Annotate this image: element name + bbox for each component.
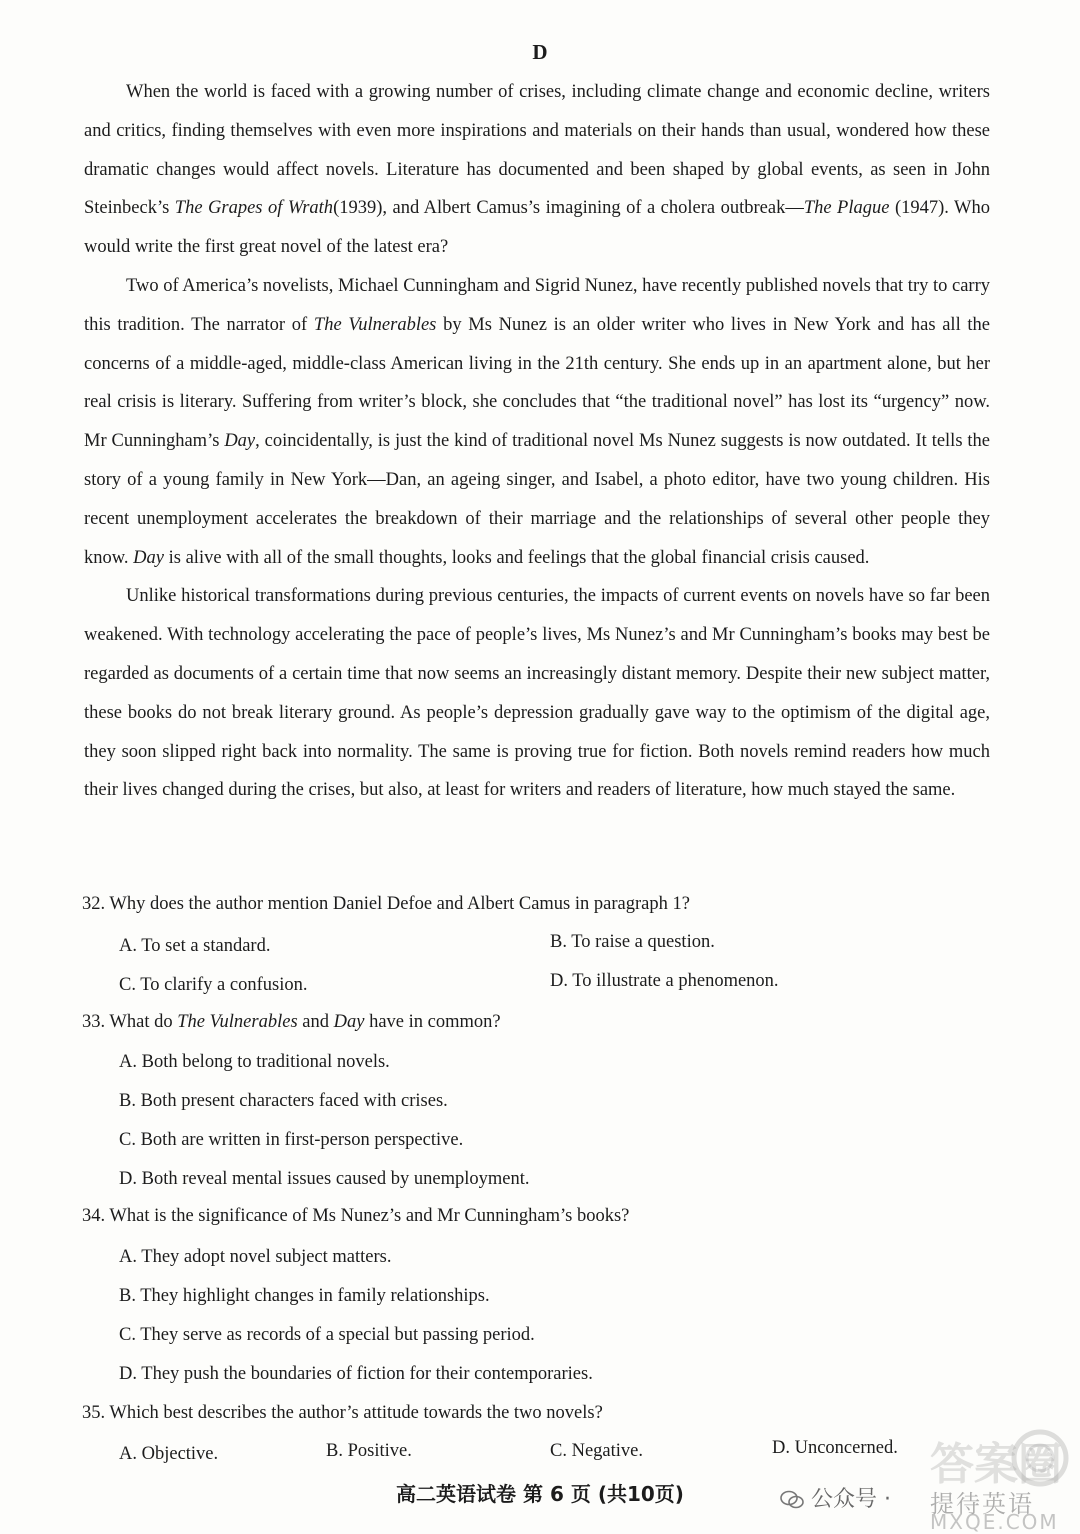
watermark-wechat-label: 公众号 · bbox=[780, 1482, 891, 1513]
question-34-option-b: B. They highlight changes in family relationships. bbox=[119, 1286, 490, 1306]
question-32-option-a: A. To set a standard. bbox=[119, 936, 271, 956]
question-35-option-d: D. Unconcerned. bbox=[772, 1438, 898, 1458]
watermark bbox=[780, 1420, 1080, 1534]
wechat-icon bbox=[780, 1490, 804, 1510]
question-34-option-d: D. They push the boundaries of fiction for their contemporaries. bbox=[119, 1364, 593, 1384]
paragraph-1: When the world is faced with a growing number of crises, including climate change and economic decline, writers and critics, finding themselves with even more inspirations and materials on their hands than usual, wondered how these dramatic changes would affect novels. Literature has documented and been shaped by global events, as seen in John Steinbeck’s The Grapes of Wrath(1939), and Albert Camus’s imagining of a cholera outbreak—The Plague (1947). Who would write the first great novel of the latest era? bbox=[84, 82, 991, 258]
question-34-option-c: C. They serve as records of a special but passing period. bbox=[119, 1325, 535, 1345]
question-33-option-c: C. Both are written in first-person perspective. bbox=[119, 1130, 464, 1150]
book-title: The Plague bbox=[803, 198, 890, 219]
book-title: Day bbox=[224, 431, 256, 452]
question-33-option-d: D. Both reveal mental issues caused by unemployment. bbox=[119, 1169, 530, 1189]
question-33-stem: 33. What do The Vulnerables and Day have in common? bbox=[82, 1012, 501, 1032]
book-title: Day bbox=[133, 547, 164, 568]
question-32-option-c: C. To clarify a confusion. bbox=[119, 975, 308, 995]
book-title: The Vulnerables bbox=[313, 314, 437, 335]
section-title: D bbox=[532, 40, 548, 64]
book-title: The Grapes of Wrath bbox=[174, 198, 334, 219]
watermark-account: 提待英语 bbox=[930, 1490, 1034, 1518]
question-35-option-b: B. Positive. bbox=[326, 1441, 412, 1461]
paragraph-3: Unlike historical transformations during previous centuries, the impacts of current events on novels have so far been weakened. With technology accelerating the pace of people’s lives, Ms Nunez’s and Mr Cunningham’s books may best be regarded as documents of a certain time that now seems an increasingly distant memory. Despite their new subject matter, these books do not break literary ground. As people’s depression gradually gave way to the optimism of the digital age, they soon slipped right back into normality. The same is proving true for fiction. Both novels remind readers how much their lives changed during the crises, but also, at least for writers and readers of literature, how much stayed the same. bbox=[84, 586, 990, 801]
watermark-site: MXQE.COM bbox=[930, 1510, 1059, 1534]
question-34-option-a: A. They adopt novel subject matters. bbox=[119, 1247, 392, 1267]
question-33-option-a: A. Both belong to traditional novels. bbox=[119, 1052, 390, 1072]
question-32-option-d: D. To illustrate a phenomenon. bbox=[550, 971, 779, 991]
reading-passage bbox=[84, 73, 990, 810]
question-33-option-b: B. Both present characters faced with crises. bbox=[119, 1091, 448, 1111]
paragraph-2: Two of America’s novelists, Michael Cunningham and Sigrid Nunez, have recently published novels that try to carry this tradition. The narrator of The Vulnerables by Ms Nunez is an older writer who lives in New York and has all the concerns of a middle-aged, middle-class American living in the 21th century. She ends up in an apartment alone, but her real crisis is literary. Suffering from writer’s block, she concludes that “the traditional novel” has lost its “urgency” now. Mr Cunningham’s Day, coincidentally, is just the kind of traditional novel Ms Nunez suggests is now outdated. It tells the story of a young family in New York—Dan, an ageing singer, and Isabel, a photo editor, have two young children. His recent unemployment accelerates the breakdown of their marriage and the relationships of several other people they know. Day is alive with all of the small thoughts, looks and feelings that the global financial crisis caused. bbox=[84, 275, 991, 568]
question-32-stem: 32. Why does the author mention Daniel Defoe and Albert Camus in paragraph 1? bbox=[82, 894, 690, 914]
question-35-stem: 35. Which best describes the author’s attitude towards the two novels? bbox=[82, 1403, 603, 1423]
question-35-option-c: C. Negative. bbox=[550, 1441, 643, 1461]
question-32-option-b: B. To raise a question. bbox=[550, 932, 715, 952]
page-footer: 高二英语试卷 第 6 页 (共10页) bbox=[396, 1482, 684, 1506]
watermark-brand: 答案圈 bbox=[930, 1439, 1062, 1490]
question-34-stem: 34. What is the significance of Ms Nunez’s and Mr Cunningham’s books? bbox=[82, 1206, 630, 1226]
question-35-option-a: A. Objective. bbox=[119, 1444, 219, 1464]
